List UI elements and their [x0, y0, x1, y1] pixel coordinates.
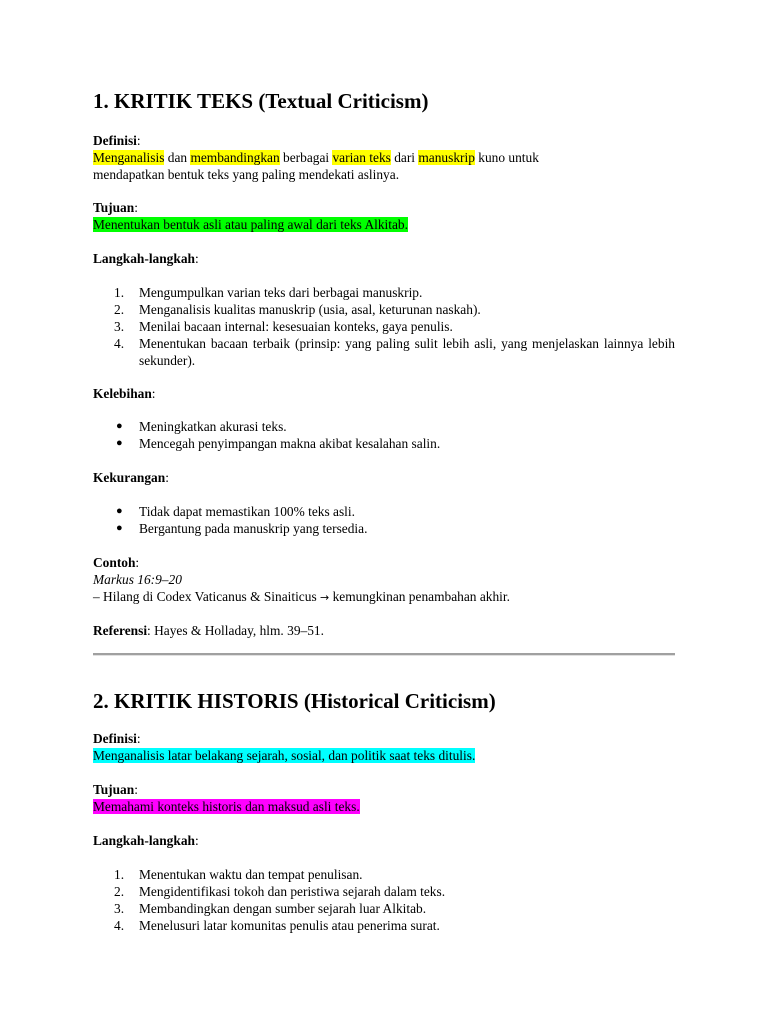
s1-definisi-label: Definisi — [93, 133, 137, 148]
s1-contoh-block — [93, 554, 675, 606]
bullet-icon: ● — [116, 522, 123, 534]
horizontal-divider — [93, 653, 675, 656]
list-item-text: Tidak dapat memastikan 100% teks asli. — [139, 504, 355, 519]
list-number: 1. — [114, 285, 125, 300]
list-item-text: Membandingkan dengan sumber sejarah luar Alkitab. — [139, 901, 427, 916]
s1-kekurangan-heading: Kekurangan: — [93, 470, 169, 485]
s1-definisi-line1 — [93, 149, 675, 166]
list-number: 1. — [114, 867, 125, 882]
s1-referensi-text: : Hayes & Holladay, hlm. 39–51. — [147, 623, 324, 638]
s1-referensi-label: Referensi — [93, 623, 148, 638]
s1-tujuan-text — [93, 216, 675, 233]
contoh-text-b: kemungkinan penambahan akhir. — [329, 589, 510, 604]
s1-def-text-2: berbagai — [279, 150, 333, 165]
highlight-menganalisis: Menganalisis — [93, 150, 165, 165]
list-item-text: Mencegah penyimpangan makna akibat kesalahan salin. — [139, 436, 441, 451]
arrow-right-icon: → — [320, 591, 330, 604]
list-item-text: Menentukan waktu dan tempat penulisan. — [139, 867, 363, 882]
list-item — [93, 520, 675, 537]
list-item — [93, 318, 675, 335]
s2-langkah-block — [93, 832, 675, 849]
s2-definisi-highlight: Menganalisis latar belakang sejarah, sosial, dan politik saat teks ditulis. — [93, 748, 476, 763]
s1-langkah-label: Langkah-langkah — [93, 251, 195, 266]
s2-langkah-list — [93, 866, 675, 934]
bullet-icon: ● — [116, 505, 123, 517]
list-number: 2. — [114, 302, 125, 317]
list-item — [93, 900, 675, 917]
s1-contoh-text — [93, 588, 675, 606]
bullet-icon: ● — [116, 420, 123, 432]
s2-definisi-block — [93, 730, 675, 764]
s1-tujuan-block — [93, 199, 675, 233]
s1-definisi-line2: mendapatkan bentuk teks yang paling mendekati aslinya. — [93, 167, 400, 182]
list-item — [93, 866, 675, 883]
s1-kekurangan-list — [93, 503, 675, 537]
s2-langkah-label: Langkah-langkah — [93, 833, 195, 848]
s1-kelebihan-label: Kelebihan — [93, 386, 152, 401]
s1-kelebihan-block — [93, 385, 675, 402]
list-item-text: Menilai bacaan internal: kesesuaian konteks, gaya penulis. — [139, 319, 453, 334]
s1-def-text-4: kuno untuk — [474, 150, 539, 165]
list-number: 4. — [114, 336, 125, 351]
list-item — [93, 503, 675, 520]
highlight-manuskrip: manuskrip — [418, 150, 475, 165]
s2-definisi-text — [93, 747, 675, 764]
list-item-text: Mengumpulkan varian teks dari berbagai manuskrip. — [139, 285, 423, 300]
s2-tujuan-block — [93, 781, 675, 815]
list-item-text: Menentukan bacaan terbaik (prinsip: yang paling sulit lebih asli, yang menjelaskan lainnya lebih sekunder). — [139, 336, 675, 368]
list-number: 3. — [114, 901, 125, 916]
s2-definisi-label: Definisi — [93, 731, 137, 746]
s1-contoh-label: Contoh — [93, 555, 136, 570]
list-item-text: Mengidentifikasi tokoh dan peristiwa sejarah dalam teks. — [139, 884, 446, 899]
s1-def-text-3: dari — [390, 150, 419, 165]
list-item — [93, 917, 675, 934]
s1-langkah-block — [93, 250, 675, 267]
highlight-varian-teks: varian teks — [332, 150, 391, 165]
s1-tujuan-heading: Tujuan: — [93, 200, 138, 215]
bullet-icon: ● — [116, 437, 123, 449]
list-item — [93, 335, 675, 369]
list-number: 2. — [114, 884, 125, 899]
s2-tujuan-heading: Tujuan: — [93, 782, 138, 797]
list-item — [93, 435, 675, 452]
s1-kekurangan-block — [93, 469, 675, 486]
list-number: 3. — [114, 319, 125, 334]
list-item — [93, 284, 675, 301]
scripture-reference: Markus 16:9–20 — [93, 572, 182, 587]
list-item-text: Meningkatkan akurasi teks. — [139, 419, 287, 434]
contoh-text-a: – Hilang di Codex Vaticanus & Sinaiticus — [93, 589, 320, 604]
s2-tujuan-text — [93, 798, 675, 815]
s1-contoh-ref — [93, 571, 675, 588]
list-item-text: Bergantung pada manuskrip yang tersedia. — [139, 521, 368, 536]
s2-definisi-heading: Definisi: — [93, 731, 141, 746]
s1-kelebihan-heading: Kelebihan: — [93, 386, 156, 401]
highlight-membandingkan: membandingkan — [190, 150, 280, 165]
s1-kelebihan-list — [93, 418, 675, 452]
s1-tujuan-highlight: Menentukan bentuk asli atau paling awal dari teks Alkitab. — [93, 217, 408, 232]
s1-langkah-heading: Langkah-langkah: — [93, 251, 199, 266]
list-number: 4. — [114, 918, 125, 933]
list-item-text: Menelusuri latar komunitas penulis atau penerima surat. — [139, 918, 440, 933]
s1-referensi-block — [93, 622, 675, 639]
s1-langkah-list — [93, 284, 675, 369]
list-item-text: Menganalisis kualitas manuskrip (usia, asal, keturunan naskah). — [139, 302, 481, 317]
list-item — [93, 418, 675, 435]
s2-tujuan-label: Tujuan — [93, 782, 135, 797]
s1-referensi — [93, 622, 675, 639]
s1-def-text-1: dan — [164, 150, 191, 165]
s1-definisi-heading: Definisi: — [93, 133, 141, 148]
list-item — [93, 301, 675, 318]
s1-contoh-heading: Contoh: — [93, 555, 140, 570]
s2-tujuan-highlight: Memahami konteks historis dan maksud asli teks. — [93, 799, 360, 814]
s1-tujuan-label: Tujuan — [93, 200, 135, 215]
s1-kekurangan-label: Kekurangan — [93, 470, 166, 485]
section-1-title: 1. KRITIK TEKS (Textual Criticism) — [93, 89, 429, 113]
s2-langkah-heading: Langkah-langkah: — [93, 833, 199, 848]
s1-definisi-block — [93, 132, 675, 183]
section-2-title: 2. KRITIK HISTORIS (Historical Criticism) — [93, 689, 496, 713]
list-item — [93, 883, 675, 900]
